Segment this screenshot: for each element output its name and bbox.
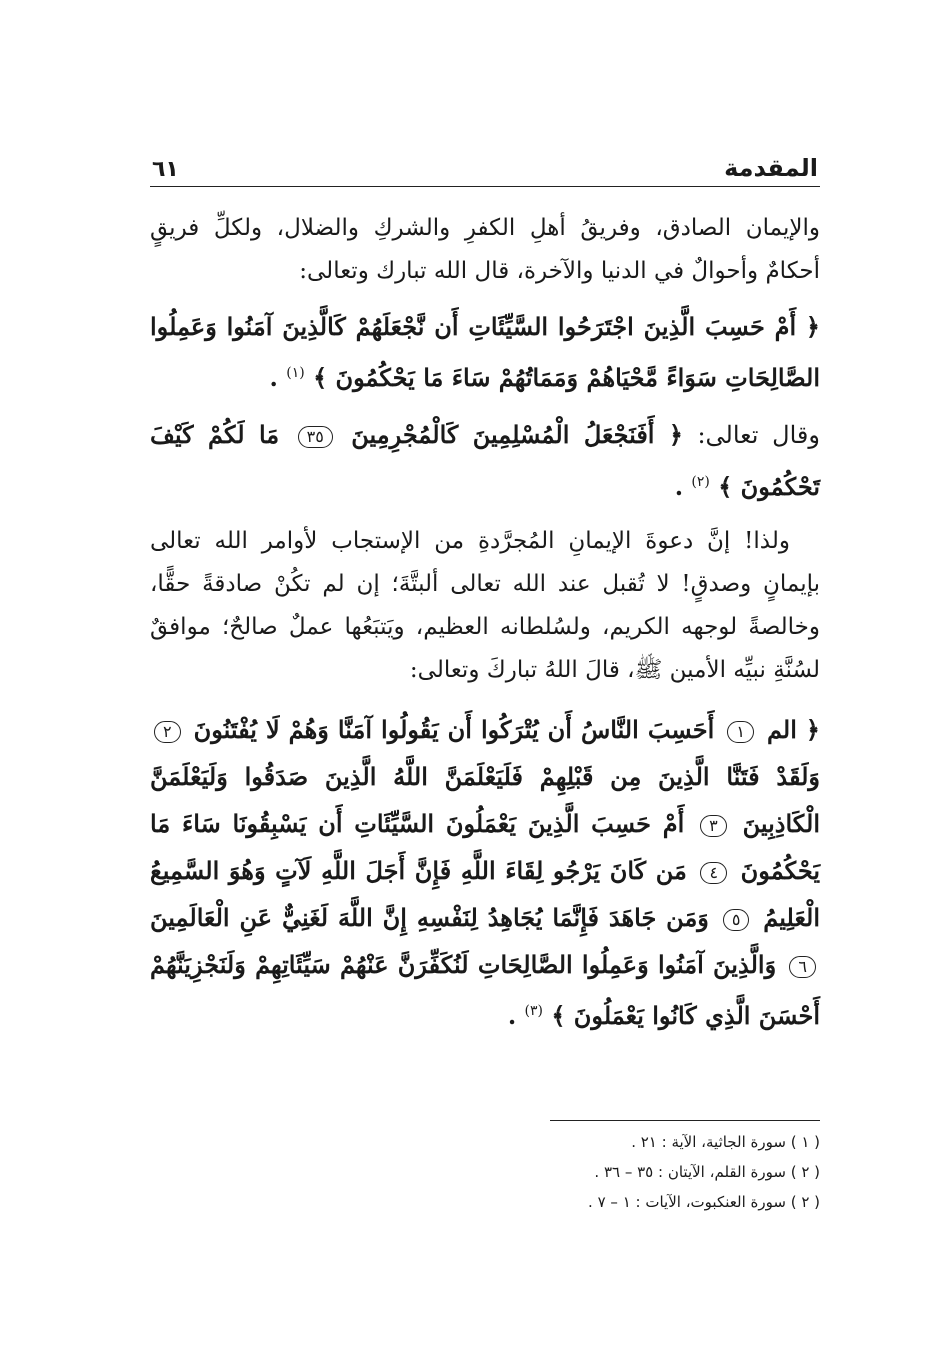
running-header xyxy=(150,140,820,187)
body-text xyxy=(150,207,820,1039)
paragraph-intro xyxy=(150,207,820,293)
page-content xyxy=(150,140,820,1049)
verse-text: مَا لَكُمْ كَيْفَ تَحْكُمُونَ ﴾ xyxy=(150,420,820,501)
ayah-number-marker: ٣ xyxy=(700,815,727,837)
paragraph-main-text: ولذا! إنَّ دعوةَ الإيمانِ المُجرَّدةِ من الإستجاب لأوامر الله تعالى بإيمانٍ وصدقٍ! لا تُقبل عند الله تعالى ألبتَّةَ؛ إن لم تكُنْ صادقةً حقًّا، وخالصةً لوجهه الكريم، ولسُلطانه العظيم، ويَتبَعُها عملٌ صالحٌ؛ موافقٌ لسُنَّةِ نبيِّه الأمين ﷺ، قالَ اللهُ تباركَ وتعالى: xyxy=(150,528,820,683)
footnote-reference: (٣) xyxy=(524,1003,544,1019)
page-number: ٦١ xyxy=(152,157,179,182)
quran-verse-jathiya: ﴿ أَمْ حَسِبَ الَّذِينَ اجْتَرَحُوا السَّيِّئَاتِ أَن نَّجْعَلَهُمْ كَالَّذِينَ آمَنُوا وَعَمِلُوا الصَّالِحَاتِ سَوَاءً مَّحْيَاهُمْ وَمَمَاتُهُمْ سَاءَ مَا يَحْكُمُونَ ﴾ $^{(١)}$ . xyxy=(150,312,820,392)
footnote-reference: (٢) xyxy=(691,474,710,490)
verse-text: مَن كَانَ يَرْجُو لِقَاءَ اللَّهِ فَإِنَّ أَجَلَ اللَّهِ لَآتٍ وَهُوَ السَّمِيعُ الْعَلِيمُ xyxy=(150,856,821,932)
verse-intro-text: وقال تعالى: xyxy=(697,421,820,449)
verse-text: وَمَن جَاهَدَ فَإِنَّمَا يُجَاهِدُ لِنَفْسِهِ إِنَّ اللَّهَ لَغَنِيٌّ عَنِ الْعَالَمِينَ xyxy=(150,903,709,932)
verse-text: ﴿ أَمْ حَسِبَ الَّذِينَ اجْتَرَحُوا السَّيِّئَاتِ أَن نَّجْعَلَهُمْ كَالَّذِينَ آمَنُوا وَعَمِلُوا الصَّالِحَاتِ سَوَاءً مَّحْيَاهُمْ وَمَمَاتُهُمْ سَاءَ مَا يَحْكُمُونَ ﴾ xyxy=(150,312,820,392)
verse-text: ﴿ أَفَنَجْعَلُ الْمُسْلِمِينَ كَالْمُجْرِمِينَ xyxy=(351,420,683,449)
footnote-divider xyxy=(550,1120,820,1121)
ayah-number-marker: ٢ xyxy=(154,721,181,743)
verse-text: أَحَسِبَ النَّاسُ أَن يُتْرَكُوا أَن يَقُولُوا آمَنَّا وَهُمْ لَا يُفْتَنُونَ xyxy=(184,715,715,744)
paragraph-intro-text: والإيمان الصادق، وفريقُ أهلِ الكفرِ والشركِ والضلال، ولكلِّ فريقٍ أحكامٌ وأحوالٌ في الدنيا والآخرة، قال الله تبارك وتعالى: xyxy=(150,215,820,284)
verse-text: وَلَقَدْ فَتَنَّا الَّذِينَ مِن قَبْلِهِمْ فَلَيَعْلَمَنَّ اللَّهُ الَّذِينَ صَدَقُوا وَلَيَعْلَمَنَّ الْكَاذِبِينَ xyxy=(150,762,821,838)
verse-text: ﴿ الم xyxy=(757,715,820,744)
ayah-number-marker: ٤ xyxy=(700,862,727,884)
paragraph-main xyxy=(150,520,820,692)
ayah-number-marker: ٥ xyxy=(723,909,750,931)
chapter-title: المقدمة xyxy=(724,154,818,182)
footnote-reference: (١) xyxy=(286,365,305,381)
verse-text: أَمْ حَسِبَ الَّذِينَ يَعْمَلُونَ السَّيِّئَاتِ أَن يَسْبِقُونَا سَاءَ مَا يَحْكُمُونَ xyxy=(150,809,820,885)
footnote-item: ( ٢ ) سورة القلم، الآيتان : ٣٥ – ٣٦ . xyxy=(594,1163,820,1181)
quran-verses-ankabut: ﴿ الم ١ أَحَسِبَ النَّاسُ أَن يُتْرَكُوا أَن يَقُولُوا آمَنَّا وَهُمْ لَا يُفْتَنُونَ ٢ وَلَقَدْ فَتَنَّا الَّذِينَ مِن قَبْلِهِمْ فَلَيَعْلَمَنَّ اللَّهُ الَّذِينَ صَدَقُوا وَلَيَعْلَمَنَّ الْكَاذِبِينَ ٣ أَمْ حَسِبَ الَّذِينَ يَعْمَلُونَ السَّيِّئَاتِ أَن يَسْبِقُونَا سَاءَ مَا يَحْكُمُونَ ٤ مَن كَانَ يَرْجُو لِقَاءَ اللَّهِ فَإِنَّ أَجَلَ اللَّهِ لَآتٍ وَهُوَ السَّمِيعُ الْعَلِيمُ ٥ وَمَن جَاهَدَ فَإِنَّمَا يُجَاهِدُ لِنَفْسِهِ إِنَّ اللَّهَ لَغَنِيٌّ عَنِ الْعَالَمِينَ ٦ وَالَّذِينَ آمَنُوا وَعَمِلُوا الصَّالِحَاتِ لَنُكَفِّرَنَّ عَنْهُمْ سَيِّئَاتِهِمْ وَلَنَجْزِيَنَّهُمْ أَحْسَنَ الَّذِي كَانُوا يَعْمَلُونَ ﴾ $^{(٣)}$ . xyxy=(150,715,821,1030)
ayah-number-marker: ٦ xyxy=(789,956,816,978)
footnote-item: ( ٢ ) سورة العنكبوت، الآيات : ١ – ٧ . xyxy=(588,1193,820,1211)
footnotes xyxy=(150,1120,820,1217)
ayah-number-marker: ١ xyxy=(727,721,754,743)
footnote-item: ( ١ ) سورة الجاثية، الآية : ٢١ . xyxy=(631,1133,820,1151)
quran-verse-qalam: وقال تعالى: ﴿ أَفَنَجْعَلُ الْمُسْلِمِينَ كَالْمُجْرِمِينَ ٣٥ مَا لَكُمْ كَيْفَ تَحْكُمُونَ ﴾ $^{(٢)}$ . xyxy=(150,420,820,501)
ayah-number-marker: ٣٥ xyxy=(298,426,333,448)
verse-text: وَالَّذِينَ آمَنُوا وَعَمِلُوا الصَّالِحَاتِ لَنُكَفِّرَنَّ عَنْهُمْ سَيِّئَاتِهِمْ وَلَنَجْزِيَنَّهُمْ أَحْسَنَ الَّذِي كَانُوا يَعْمَلُونَ ﴾ xyxy=(150,950,820,1030)
